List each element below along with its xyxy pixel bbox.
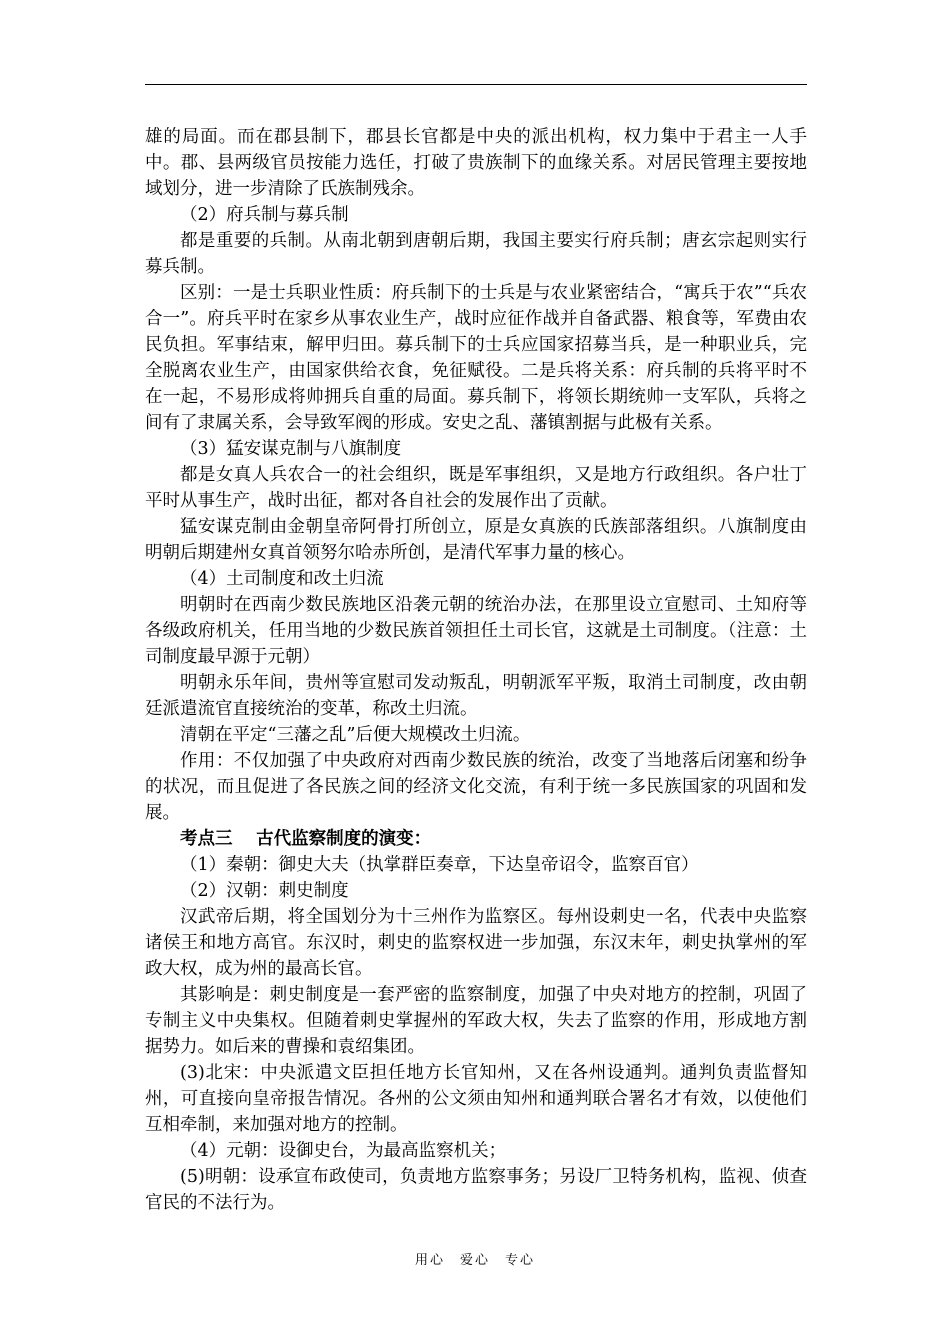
topic-heading: 考点三 古代监察制度的演变：: [180, 829, 432, 849]
paragraph: 作用：不仅加强了中央政府对西南少数民族的统治，改变了当地落后闭塞和纷争的状况，而且促进了各民族之间的经济文化交流，有利于统一多民族国家的巩固和发展。: [145, 751, 807, 823]
paragraph: 清朝在平定“三藩之乱”后便大规模改土归流。: [180, 725, 531, 745]
paragraph: (3)北宋：中央派遣文臣担任地方长官知州，又在各州设通判。通判负责监督知州，可直接向皇帝报告情况。各州的公文须由知州和通判联合署名才有效，以使他们互相牵制，来加强对地方的控制。: [145, 1063, 807, 1135]
section-heading: （1）秦朝：御史大夫（执掌群臣奏章，下达皇帝诏令，监察百官）: [180, 855, 699, 875]
paragraph: (5)明朝：设承宣布政使司，负责地方监察事务；另设厂卫特务机构，监视、侦查官民的不法行为。: [145, 1167, 807, 1213]
paragraph: 区别：一是士兵职业性质：府兵制下的士兵是与农业紧密结合，“寓兵于农”“兵农合一”。府兵平时在家乡从事农业生产，战时应征作战并自备武器、粮食等，军费由农民负担。军事结束，解甲归田。募兵制下的士兵应国家招募当兵，是一种职业兵，完全脱离农业生产，由国家供给衣食，免征赋役。二是兵将关系：府兵制的兵将平时不在一起，不易形成将帅拥兵自重的局面。募兵制下，将领长期统帅一支军队，兵将之间有了隶属关系，会导致军阀的形成。安史之乱、藩镇割据与此极有关系。: [145, 283, 807, 433]
paragraph: 猛安谋克制由金朝皇帝阿骨打所创立，原是女真族的氏族部落组织。八旗制度由明朝后期建州女真首领努尔哈赤所创，是清代军事力量的核心。: [145, 517, 807, 563]
section-heading: （2）府兵制与募兵制: [180, 205, 349, 225]
paragraph: 都是重要的兵制。从南北朝到唐朝后期，我国主要实行府兵制；唐玄宗起则实行募兵制。: [145, 231, 807, 277]
header-rule: [145, 84, 807, 85]
paragraph: 明朝时在西南少数民族地区沿袭元朝的统治办法，在那里设立宣慰司、土知府等各级政府机关，任用当地的少数民族首领担任土司长官，这就是土司制度。（注意：土司制度最早源于元朝）: [145, 595, 807, 667]
document-body: [145, 124, 807, 1216]
paragraph: 雄的局面。而在郡县制下，郡县长官都是中央的派出机构，权力集中于君主一人手中。郡、县两级官员按能力选任，打破了贵族制下的血缘关系。对居民管理主要按地域划分，进一步清除了氏族制残余。: [145, 127, 807, 199]
section-heading: （3）猛安谋克制与八旗制度: [180, 439, 402, 459]
section-heading: （4）土司制度和改土归流: [180, 569, 384, 589]
section-heading: （2）汉朝：刺史制度: [180, 881, 349, 901]
paragraph: 汉武帝后期，将全国划分为十三州作为监察区。每州设刺史一名，代表中央监察诸侯王和地方高官。东汉时，刺史的监察权进一步加强，东汉末年，刺史执掌州的军政大权，成为州的最高长官。: [145, 907, 807, 979]
page-footer: 用心 爱心 专心: [414, 1253, 535, 1268]
paragraph: 都是女真人兵农合一的社会组织，既是军事组织，又是地方行政组织。各户壮丁平时从事生产，战时出征，都对各自社会的发展作出了贡献。: [145, 465, 807, 511]
paragraph: 其影响是：刺史制度是一套严密的监察制度，加强了中央对地方的控制，巩固了专制主义中央集权。但随着刺史掌握州的军政大权，失去了监察的作用，形成地方割据势力。如后来的曹操和袁绍集团。: [145, 985, 807, 1057]
paragraph: 明朝永乐年间，贵州等宣慰司发动叛乱，明朝派军平叛，取消土司制度，改由朝廷派遣流官直接统治的变革，称改土归流。: [145, 673, 807, 719]
section-heading: （4）元朝：设御史台，为最高监察机关；: [180, 1141, 507, 1161]
